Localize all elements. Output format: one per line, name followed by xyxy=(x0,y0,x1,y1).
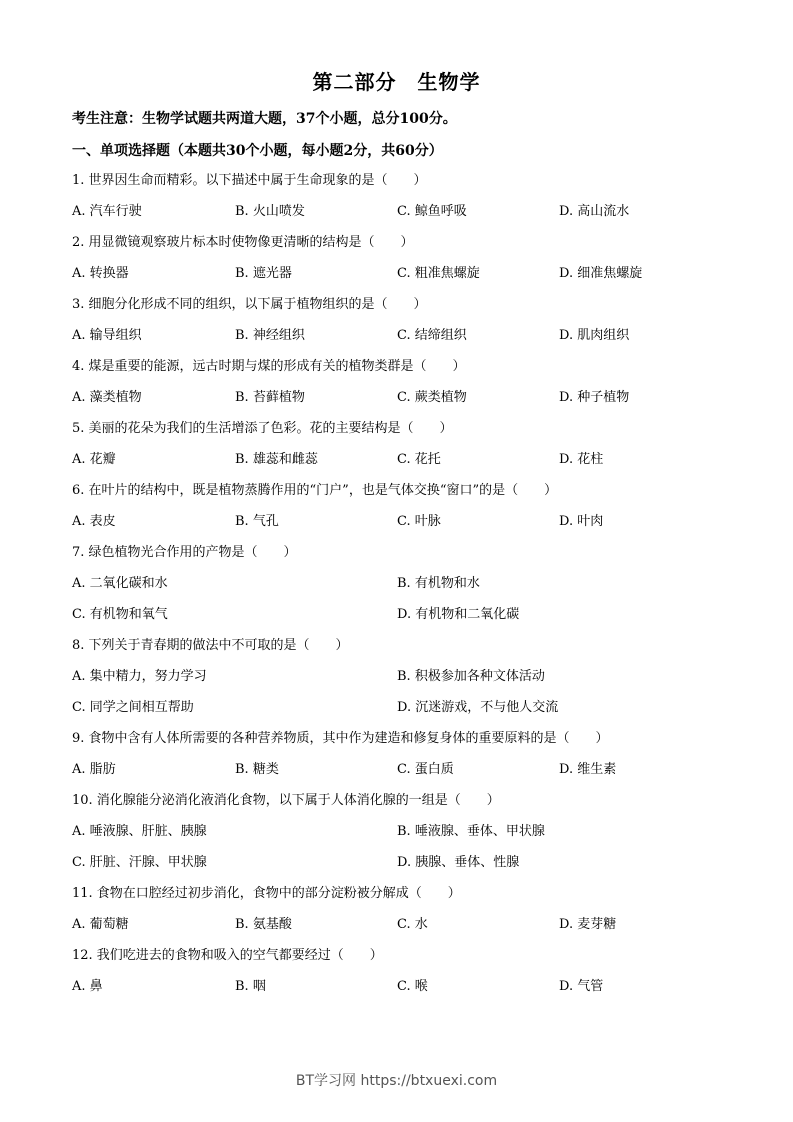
answer-option: A. 集中精力，努力学习 xyxy=(72,669,207,684)
answer-option: C. 有机物和氧气 xyxy=(72,607,168,622)
answer-option: C. 蕨类植物 xyxy=(397,390,467,405)
question-stem: 9. 食物中含有人体所需要的各种营养物质，其中作为建造和修复身体的重要原料的是（ ） xyxy=(72,731,609,746)
answer-option: B. 积极参加各种文体活动 xyxy=(397,669,545,684)
question-list xyxy=(72,170,722,1007)
answer-option: B. 神经组织 xyxy=(235,328,305,343)
answer-option: D. 气管 xyxy=(559,979,604,994)
answer-option: A. 藻类植物 xyxy=(72,390,142,405)
answer-option: A. 鼻 xyxy=(72,979,103,994)
answer-option: D. 胰腺、垂体、性腺 xyxy=(397,855,520,870)
answer-option: B. 苔藓植物 xyxy=(235,390,305,405)
question-stem: 11. 食物在口腔经过初步消化，食物中的部分淀粉被分解成（ ） xyxy=(72,886,461,901)
question-stem: 12. 我们吃进去的食物和吸入的空气都要经过（ ） xyxy=(72,948,383,963)
option-row xyxy=(72,976,722,1007)
answer-option: D. 沉迷游戏，不与他人交流 xyxy=(397,700,559,715)
answer-option: B. 气孔 xyxy=(235,514,279,529)
answer-option: B. 火山喷发 xyxy=(235,204,305,219)
answer-option: A. 表皮 xyxy=(72,514,116,529)
question-stem: 10. 消化腺能分泌消化液消化食物，以下属于人体消化腺的一组是（ ） xyxy=(72,793,500,808)
answer-option: A. 脂肪 xyxy=(72,762,116,777)
option-row xyxy=(72,759,722,790)
answer-option: D. 种子植物 xyxy=(559,390,630,405)
question-stem: 1. 世界因生命而精彩。以下描述中属于生命现象的是（ ） xyxy=(72,173,427,188)
option-row xyxy=(72,697,722,728)
answer-option: A. 汽车行驶 xyxy=(72,204,142,219)
question-stem: 5. 美丽的花朵为我们的生活增添了色彩。花的主要结构是（ ） xyxy=(72,421,453,436)
answer-option: A. 葡萄糖 xyxy=(72,917,129,932)
question-stem: 3. 细胞分化形成不同的组织，以下属于植物组织的是（ ） xyxy=(72,297,427,312)
option-row xyxy=(72,821,722,852)
question-stem: 6. 在叶片的结构中，既是植物蒸腾作用的“门户”，也是气体交换“窗口”的是（ ） xyxy=(72,483,558,498)
question-stem: 7. 绿色植物光合作用的产物是（ ） xyxy=(72,545,297,560)
answer-option: C. 蛋白质 xyxy=(397,762,454,777)
answer-option: D. 高山流水 xyxy=(559,204,630,219)
option-row xyxy=(72,852,722,883)
answer-option: B. 糖类 xyxy=(235,762,279,777)
answer-option: B. 唾液腺、垂体、甲状腺 xyxy=(397,824,545,839)
option-row xyxy=(72,604,722,635)
option-row xyxy=(72,387,722,418)
answer-option: C. 同学之间相互帮助 xyxy=(72,700,194,715)
answer-option: D. 麦芽糖 xyxy=(559,917,617,932)
answer-option: B. 有机物和水 xyxy=(397,576,480,591)
answer-option: C. 鲸鱼呼吸 xyxy=(397,204,467,219)
question-stem: 2. 用显微镜观察玻片标本时使物像更清晰的结构是（ ） xyxy=(72,235,414,250)
section-title: 一、单项选择题（本题共30个小题，每小题2分，共60分） xyxy=(72,143,443,159)
candidate-notice: 考生注意：生物学试题共两道大题，37个小题，总分100分。 xyxy=(72,111,457,127)
question-stem: 8. 下列关于青春期的做法中不可取的是（ ） xyxy=(72,638,349,653)
answer-option: C. 肝脏、汗腺、甲状腺 xyxy=(72,855,207,870)
answer-option: D. 肌肉组织 xyxy=(559,328,630,343)
answer-option: A. 二氧化碳和水 xyxy=(72,576,168,591)
answer-option: D. 维生素 xyxy=(559,762,617,777)
answer-option: D. 叶肉 xyxy=(559,514,604,529)
option-row xyxy=(72,325,722,356)
answer-option: C. 水 xyxy=(397,917,428,932)
answer-option: C. 喉 xyxy=(397,979,428,994)
option-row xyxy=(72,449,722,480)
question-stem: 4. 煤是重要的能源，远古时期与煤的形成有关的植物类群是（ ） xyxy=(72,359,466,374)
option-row xyxy=(72,201,722,232)
answer-option: B. 氨基酸 xyxy=(235,917,292,932)
answer-option: A. 输导组织 xyxy=(72,328,142,343)
option-row xyxy=(72,511,722,542)
answer-option: C. 粗准焦螺旋 xyxy=(397,266,480,281)
option-row xyxy=(72,914,722,945)
answer-option: D. 花柱 xyxy=(559,452,604,467)
answer-option: A. 唾液腺、肝脏、胰腺 xyxy=(72,824,207,839)
page-title: 第二部分 生物学 xyxy=(312,70,481,94)
answer-option: D. 细准焦螺旋 xyxy=(559,266,643,281)
option-row xyxy=(72,573,722,604)
answer-option: B. 咽 xyxy=(235,979,266,994)
answer-option: C. 结缔组织 xyxy=(397,328,467,343)
option-row xyxy=(72,263,722,294)
answer-option: B. 雄蕊和雌蕊 xyxy=(235,452,318,467)
footer-watermark: BT学习网 https://btxuexi.com xyxy=(295,1073,498,1089)
answer-option: B. 遮光器 xyxy=(235,266,292,281)
answer-option: C. 叶脉 xyxy=(397,514,441,529)
answer-option: D. 有机物和二氧化碳 xyxy=(397,607,520,622)
answer-option: A. 转换器 xyxy=(72,266,129,281)
answer-option: A. 花瓣 xyxy=(72,452,116,467)
answer-option: C. 花托 xyxy=(397,452,441,467)
option-row xyxy=(72,666,722,697)
